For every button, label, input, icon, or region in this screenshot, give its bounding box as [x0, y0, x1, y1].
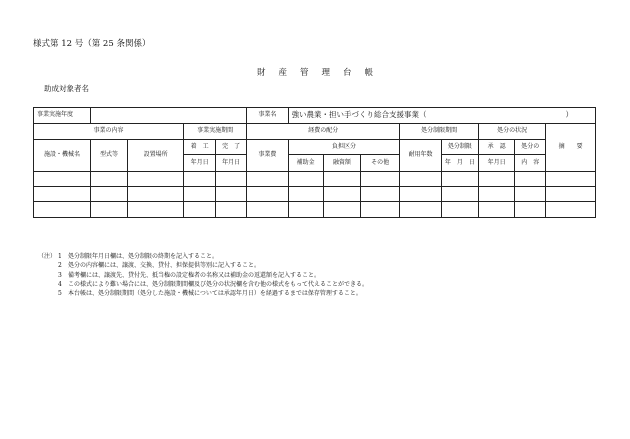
table-row: [34, 108, 596, 124]
table-cell[interactable]: [441, 187, 478, 202]
header-disposal-content: 内 容: [515, 155, 546, 172]
header-disposal-limit-date: 年 月 日: [441, 155, 478, 172]
table-cell[interactable]: [546, 172, 596, 187]
table-cell[interactable]: [478, 187, 514, 202]
form-number: 様式第 12 号（第 25 条関係）: [33, 39, 151, 49]
header-model: 型式等: [90, 140, 127, 172]
table-cell[interactable]: [546, 187, 596, 202]
header-useful-life: 耐用年数: [400, 140, 441, 172]
header-subsidy: 補助金: [288, 155, 323, 172]
table-cell[interactable]: [34, 172, 91, 187]
table-cell[interactable]: [400, 172, 441, 187]
table-cell[interactable]: [323, 187, 360, 202]
header-finish-date: 年月日: [216, 155, 247, 172]
project-name-label: 事業名: [247, 108, 288, 124]
header-approval: 承 認: [478, 140, 514, 155]
table-cell[interactable]: [400, 202, 441, 218]
table-cell[interactable]: [34, 187, 91, 202]
table-cell[interactable]: [323, 172, 360, 187]
table-cell[interactable]: [478, 202, 514, 218]
table-cell[interactable]: [184, 172, 216, 187]
table-cell[interactable]: [361, 187, 400, 202]
table-cell[interactable]: [34, 202, 91, 218]
table-cell[interactable]: [288, 202, 323, 218]
header-period: 事業実施期間: [184, 124, 247, 140]
header-disposal-limit-period: 処分制限期間: [400, 124, 479, 140]
table-cell[interactable]: [247, 202, 288, 218]
header-burden-division: 負担区分: [288, 140, 400, 155]
table-cell[interactable]: [128, 172, 184, 187]
table-row: [34, 172, 596, 187]
table-cell[interactable]: [216, 172, 247, 187]
table-cell[interactable]: [90, 172, 127, 187]
table-cell[interactable]: [247, 172, 288, 187]
table-cell[interactable]: [361, 172, 400, 187]
notes: [38, 254, 368, 300]
grant-recipient-label: 助成対象者名: [44, 84, 89, 93]
note-text: 備考欄には、譲渡先、貸付先、抵当権の設定権者の名称又は補助金の返還額を記入すること。: [68, 271, 321, 279]
header-approval-date: 年月日: [478, 155, 514, 172]
header-disposal-status: 処分の状況: [478, 124, 545, 140]
project-name-field[interactable]: [288, 108, 595, 124]
note-item: [38, 291, 368, 300]
table-cell[interactable]: [478, 172, 514, 187]
note-number: 5: [58, 290, 62, 298]
header-disposal-of: 処分の: [515, 140, 546, 155]
note-number: 4: [58, 280, 62, 288]
table-cell[interactable]: [515, 187, 546, 202]
table-cell[interactable]: [323, 202, 360, 218]
project-year-field[interactable]: [90, 108, 246, 124]
table-cell[interactable]: [90, 202, 127, 218]
table-cell[interactable]: [128, 187, 184, 202]
note-text: この様式により難い場合には、処分制限期間欄及び処分の状況欄を含む他の様式をもって代えることができる。: [68, 280, 369, 288]
note-text: 処分の内容欄には、譲渡、交換、貸付、担保提供等別に記入すること。: [68, 262, 261, 270]
table-cell[interactable]: [361, 202, 400, 218]
header-disposal-limit: 処分制限: [441, 140, 478, 155]
table-cell[interactable]: [128, 202, 184, 218]
note-text: 本台帳は、処分制限期間（処分した施設・機械については承認年月日）を経過するまでは保存管理すること。: [68, 290, 362, 298]
header-facility-name: 施設・機械名: [34, 140, 91, 172]
notes-lead: （注）: [38, 253, 57, 260]
table-row: [34, 202, 596, 218]
header-location: 設置場所: [128, 140, 184, 172]
note-number: 3: [58, 271, 62, 279]
project-year-label: 事業実施年度: [34, 108, 91, 124]
header-start-date: 年月日: [184, 155, 216, 172]
project-name-close: ）: [565, 110, 573, 120]
table-cell[interactable]: [546, 202, 596, 218]
table-cell[interactable]: [288, 187, 323, 202]
table-cell[interactable]: [184, 187, 216, 202]
table-cell[interactable]: [216, 202, 247, 218]
note-number: 2: [58, 262, 62, 270]
table-row: [34, 187, 596, 202]
table-cell[interactable]: [515, 172, 546, 187]
table-cell[interactable]: [441, 202, 478, 218]
table-cell[interactable]: [515, 202, 546, 218]
note-number: 1: [58, 253, 62, 260]
header-financing: 融資額: [323, 155, 360, 172]
header-finish: 完 了: [216, 140, 247, 155]
note-text: 処分制限年月日欄は、処分制限の終期を記入すること。: [68, 253, 219, 260]
table-cell[interactable]: [400, 187, 441, 202]
header-remarks: 摘 要: [546, 124, 596, 172]
table-cell[interactable]: [216, 187, 247, 202]
property-ledger-table: [33, 107, 596, 218]
project-name-value: 強い農業・担い手づくり総合支援事業（: [291, 110, 427, 120]
table-cell[interactable]: [184, 202, 216, 218]
table-row: [34, 140, 596, 155]
table-cell[interactable]: [90, 187, 127, 202]
table-cell[interactable]: [288, 172, 323, 187]
table-cell[interactable]: [441, 172, 478, 187]
header-content: 事業の内容: [34, 124, 184, 140]
header-start: 着 工: [184, 140, 216, 155]
table-row: [34, 124, 596, 140]
table-cell[interactable]: [247, 187, 288, 202]
header-project-cost: 事業費: [247, 140, 288, 172]
header-other: その他: [361, 155, 400, 172]
page-title: 財産管理台帳: [256, 68, 386, 78]
header-cost-allocation: 経費の配分: [247, 124, 400, 140]
